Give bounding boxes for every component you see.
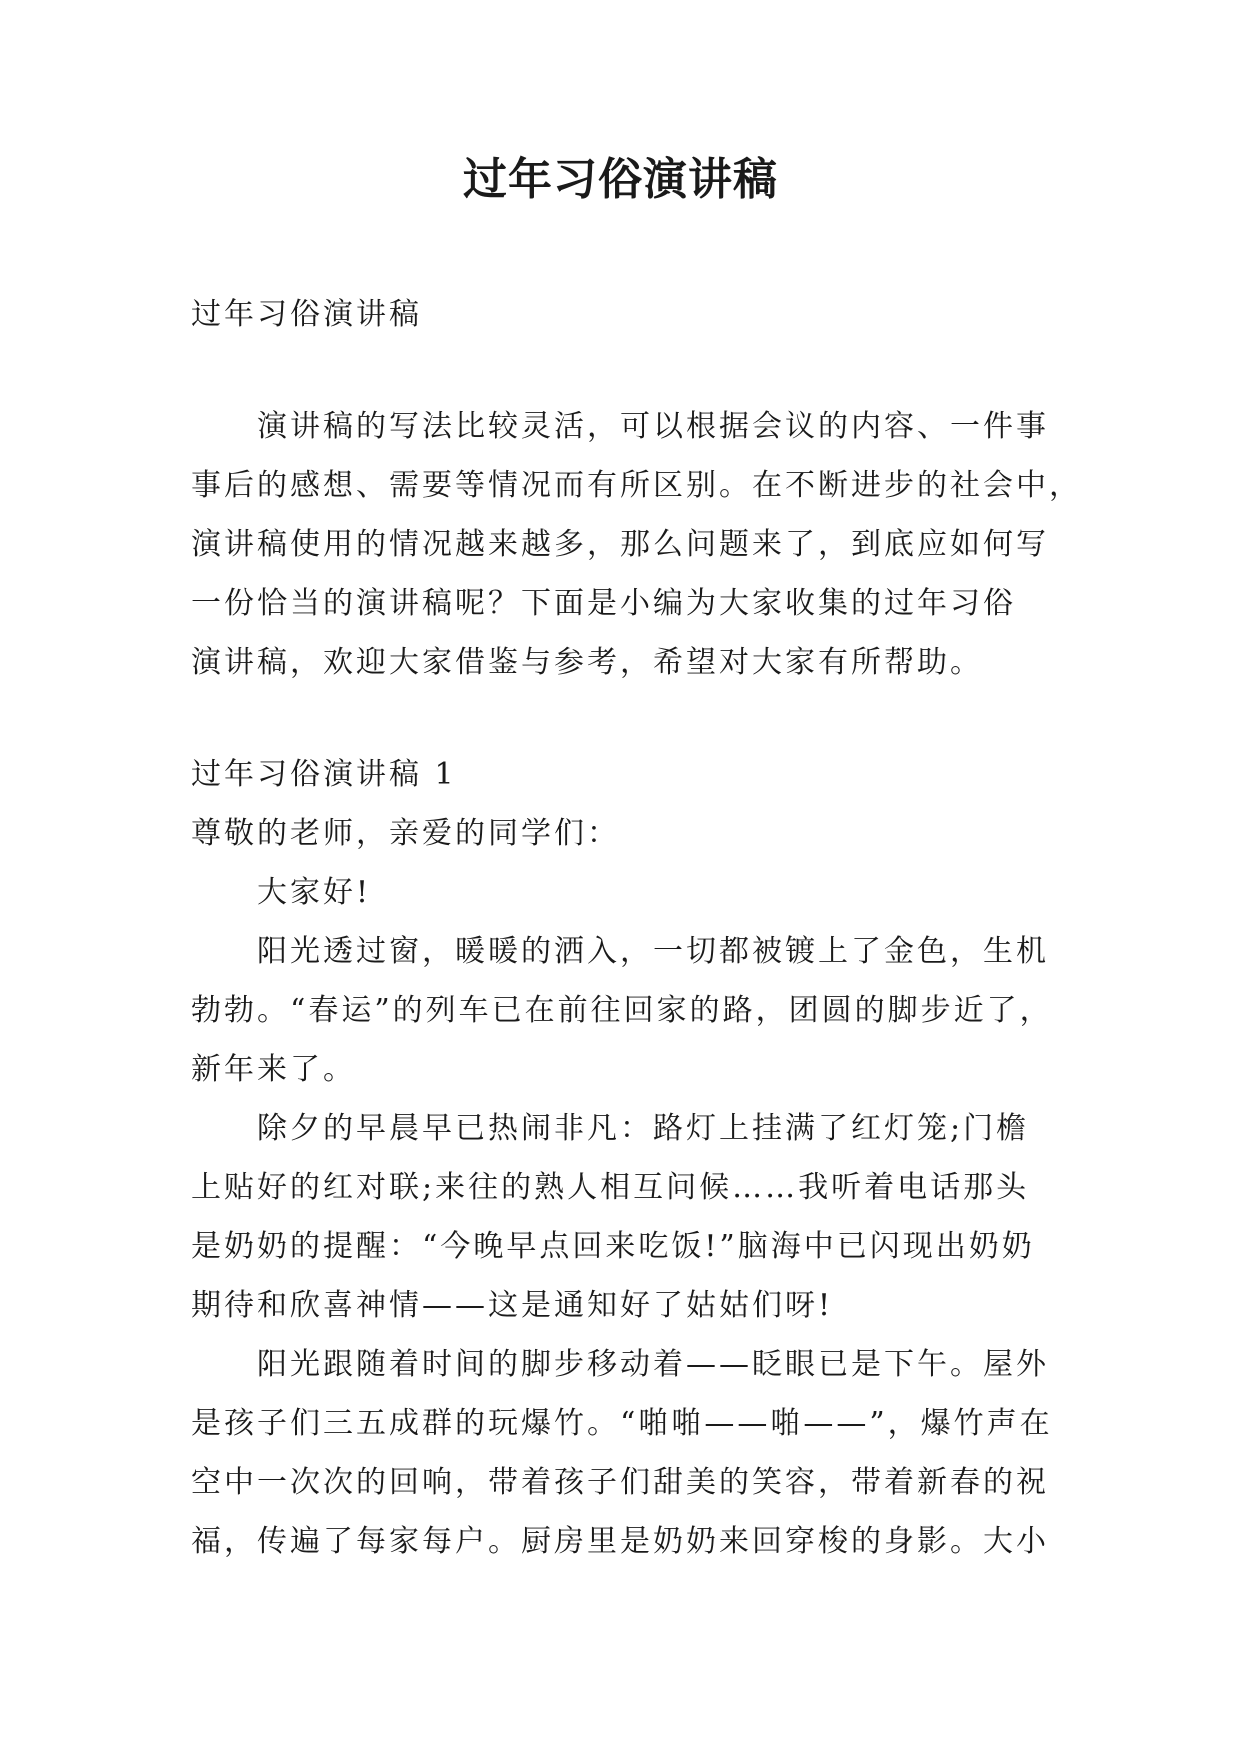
paragraph-1 <box>191 922 1061 1099</box>
paragraph-line: 空中一次次的回响，带着孩子们甜美的笑容，带着新春的祝 <box>191 1465 1049 1500</box>
paragraph-line: 是奶奶的提醒：“今晚早点回来吃饭!”脑海中已闪现出奶奶 <box>191 1229 1035 1264</box>
document-subtitle: 过年习俗演讲稿 <box>191 297 422 332</box>
document-title: 过年习俗演讲稿 <box>463 154 778 205</box>
paragraph-line: 福，传遍了每家每户。厨房里是奶奶来回穿梭的身影。大小 <box>191 1524 1049 1559</box>
greeting: 大家好! <box>257 875 372 910</box>
paragraph-line: 勃勃。“春运”的列车已在前往回家的路，团圆的脚步近了， <box>191 993 1053 1028</box>
spacer <box>191 692 1061 745</box>
document-body <box>191 285 1082 1571</box>
paragraph-3 <box>191 1335 1061 1571</box>
paragraph-line: 演讲稿使用的情况越来越多，那么问题来了，到底应如何写 <box>191 527 1049 562</box>
paragraph-line: 上贴好的红对联;来往的熟人相互问候……我听着电话那头 <box>191 1170 1030 1205</box>
salutation: 尊敬的老师，亲爱的同学们： <box>191 816 620 851</box>
paragraph-line: 期待和欣喜神情——这是通知好了姑姑们呀! <box>191 1288 834 1323</box>
paragraph-line: 是孩子们三五成群的玩爆竹。“啪啪——啪——”，爆竹声在 <box>191 1406 1053 1441</box>
paragraph-line: 事后的感想、需要等情况而有所区别。在不断进步的社会中， <box>191 468 1082 503</box>
paragraph-line: 演讲稿，欢迎大家借鉴与参考，希望对大家有所帮助。 <box>191 645 983 680</box>
paragraph-line: 新年来了。 <box>191 1052 356 1087</box>
paragraph-line: 阳光透过窗，暖暖的洒入，一切都被镀上了金色，生机 <box>257 934 1049 969</box>
section-heading: 过年习俗演讲稿 1 <box>191 757 457 792</box>
paragraph-line: 演讲稿的写法比较灵活，可以根据会议的内容、一件事 <box>257 409 1049 444</box>
intro-paragraph <box>191 397 1082 692</box>
paragraph-line: 除夕的早晨早已热闹非凡：路灯上挂满了红灯笼;门檐 <box>257 1111 1030 1146</box>
paragraph-line: 一份恰当的演讲稿呢？下面是小编为大家收集的过年习俗 <box>191 586 1016 621</box>
spacer <box>191 344 1061 397</box>
paragraph-2 <box>191 1099 1061 1335</box>
paragraph-line: 阳光跟随着时间的脚步移动着——眨眼已是下午。屋外 <box>257 1347 1049 1382</box>
